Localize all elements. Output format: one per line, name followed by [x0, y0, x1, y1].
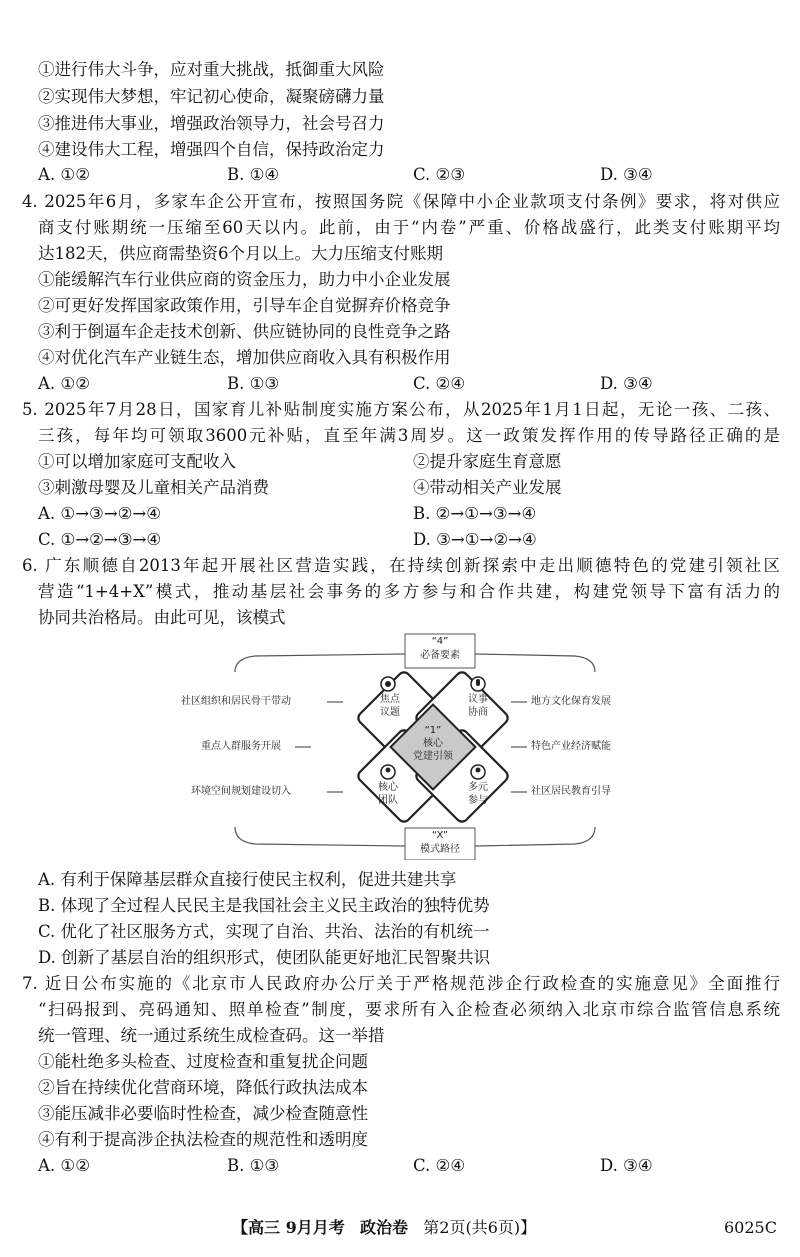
- top-title: “4”: [431, 636, 449, 647]
- q5-option-b: B. ②→①→③→④: [413, 504, 537, 523]
- q4-stem-2: 商支付账期统一压缩至60天以内。此前，由于“内卷”严重、价格战盛行，此类支付账期平均: [38, 218, 780, 237]
- q6-option-d: D. 创新了基层自治的组织形式，使团队能更好地汇民智聚共识: [38, 948, 491, 967]
- q7-item-1: ①能杜绝多头检查、过度检查和重复扰企问题: [38, 1052, 368, 1071]
- q4-item-2: ②可更好发挥国家政策作用，引导车企自觉摒弃价格竞争: [38, 296, 451, 315]
- q7-option-d: D. ③④: [600, 1156, 653, 1175]
- q7-stem-2: “扫码报到、亮码通知、照单检查”制度，要求所有入企检查必须纳入北京市综合监管信息系统: [38, 1000, 780, 1019]
- q4-option-d: D. ③④: [600, 374, 653, 393]
- q3-option-c: C. ②③: [413, 165, 466, 184]
- q6-option-c: C. 优化了社区服务方式，实现了自治、共治、法治的有机统一: [38, 922, 490, 941]
- q6-stem-3: 协同共治格局。由此可见，该模式: [38, 608, 286, 627]
- q4-option-c: C. ②④: [413, 374, 466, 393]
- quadrant-bl-line-2: 团队: [378, 795, 398, 806]
- right-label-2: 特色产业经济赋能: [531, 741, 611, 752]
- right-label-3: 社区居民教育引导: [531, 786, 611, 797]
- q3-option-b: B. ①④: [227, 165, 280, 184]
- center-line-2: 核心: [423, 738, 443, 749]
- footer-subject: 政治卷: [359, 1218, 408, 1237]
- footer-code: 6025C: [724, 1218, 777, 1237]
- q6-option-b: B. 体现了全过程人民民主是我国社会主义民主政治的独特优势: [38, 896, 490, 915]
- target-icon-dot: [385, 681, 391, 687]
- q6-option-a: A. 有利于保障基层群众直接行使民主权利，促进共建共享: [38, 870, 457, 889]
- quadrant-tr-line-1: 议事: [468, 694, 488, 705]
- q7-stem-3: 统一管理、统一通过系统生成检查码。这一举措: [38, 1026, 385, 1045]
- q4-item-4: ④对优化汽车产业链生态，增加供应商收入具有积极作用: [38, 348, 451, 367]
- q7-item-2: ②旨在持续优化营商环境，降低行政执法成本: [38, 1078, 368, 1097]
- center-line-3: 党建引领: [413, 751, 453, 762]
- community-model-diagram: [175, 632, 650, 860]
- top-subtitle: 必备要素: [420, 650, 460, 661]
- q5-option-a: A. ①→③→②→④: [38, 504, 162, 523]
- footer-page-number: 第2页(共6页)】: [423, 1218, 537, 1237]
- q7-option-a: A. ①②: [38, 1156, 90, 1175]
- q5-item-2: ②提升家庭生育意愿: [413, 452, 562, 471]
- q4-stem-1: 4. 2025年6月，多家车企公开宣布，按照国务院《保障中小企业款项支付条例》要求，将对供应: [22, 192, 780, 211]
- q3-item-4: ④建设伟大工程，增强四个自信，保持政治定力: [38, 140, 385, 159]
- q4-option-b: B. ①③: [227, 374, 280, 393]
- q3-item-2: ②实现伟大梦想，牢记初心使命，凝聚磅礴力量: [38, 87, 385, 106]
- q3-item-1: ①进行伟大斗争，应对重大挑战，抵御重大风险: [38, 60, 385, 79]
- q6-stem-2: 营造“1+4+X”模式，推动基层社会事务的多方参与和合作共建，构建党领导下富有活力的: [38, 582, 780, 601]
- center-line-1: “1”: [424, 725, 442, 736]
- left-label-3: 环境空间规划建设切入: [191, 786, 291, 797]
- q5-option-c: C. ①→②→③→④: [38, 530, 162, 549]
- q7-stem-1: 7. 近日公布实施的《北京市人民政府办公厅关于严格规范涉企行政检查的实施意见》全面推行: [22, 974, 780, 993]
- q3-item-3: ③推进伟大事业，增强政治领导力，社会号召力: [38, 114, 385, 133]
- q6-stem-1: 6. 广东顺德自2013年起开展社区营造实践，在持续创新探索中走出顺德特色的党建引领社区: [22, 556, 780, 575]
- left-label-2: 重点人群服务开展: [201, 741, 281, 752]
- quadrant-br-line-1: 多元: [468, 782, 488, 793]
- left-label-1: 社区组织和居民骨干带动: [181, 696, 291, 707]
- q7-option-c: C. ②④: [413, 1156, 466, 1175]
- microphone-icon-body: [476, 679, 480, 686]
- right-label-1: 地方文化保育发展: [531, 696, 611, 707]
- q7-item-3: ③能压减非必要临时性检查，减少检查随意性: [38, 1104, 368, 1123]
- q5-option-d: D. ③→①→②→④: [413, 530, 537, 549]
- q4-item-3: ③利于倒逼车企走技术创新、供应链协同的良性竞争之路: [38, 322, 451, 341]
- person-icon-head: [476, 768, 481, 773]
- bottom-title: “X”: [431, 830, 449, 841]
- q4-stem-3: 达182天，供应商需垫资6个月以上。大力压缩支付账期: [38, 244, 443, 263]
- q4-item-1: ①能缓解汽车行业供应商的资金压力，助力中小企业发展: [38, 270, 451, 289]
- q5-stem-1: 5. 2025年7月28日，国家育儿补贴制度实施方案公布，从2025年1月1日起，无论一孩、二孩、: [22, 400, 780, 419]
- quadrant-tl-line-2: 议题: [380, 707, 400, 718]
- footer-exam-name: 【高三 9月月考: [232, 1218, 345, 1237]
- q4-option-a: A. ①②: [38, 374, 90, 393]
- quadrant-br-line-2: 参与: [468, 795, 488, 806]
- quadrant-bl-line-1: 核心: [378, 782, 398, 793]
- quadrant-tl-line-1: 焦点: [380, 694, 400, 705]
- q5-item-4: ④带动相关产业发展: [413, 478, 562, 497]
- page-footer: [232, 1216, 536, 1240]
- q3-option-d: D. ③④: [600, 165, 653, 184]
- q3-option-a: A. ①②: [38, 165, 90, 184]
- q5-item-1: ①可以增加家庭可支配收入: [38, 452, 236, 471]
- q5-item-3: ③刺激母婴及儿童相关产品消费: [38, 478, 269, 497]
- q7-item-4: ④有利于提高涉企执法检查的规范性和透明度: [38, 1130, 368, 1149]
- q5-stem-2: 三孩，每年均可领取3600元补贴，直至年满3周岁。这一政策发挥作用的传导路径正确的是: [38, 426, 780, 445]
- q7-option-b: B. ①③: [227, 1156, 280, 1175]
- team-icon-head: [386, 768, 391, 773]
- bottom-subtitle: 模式路径: [420, 844, 460, 855]
- quadrant-tr-line-2: 协商: [468, 707, 488, 718]
